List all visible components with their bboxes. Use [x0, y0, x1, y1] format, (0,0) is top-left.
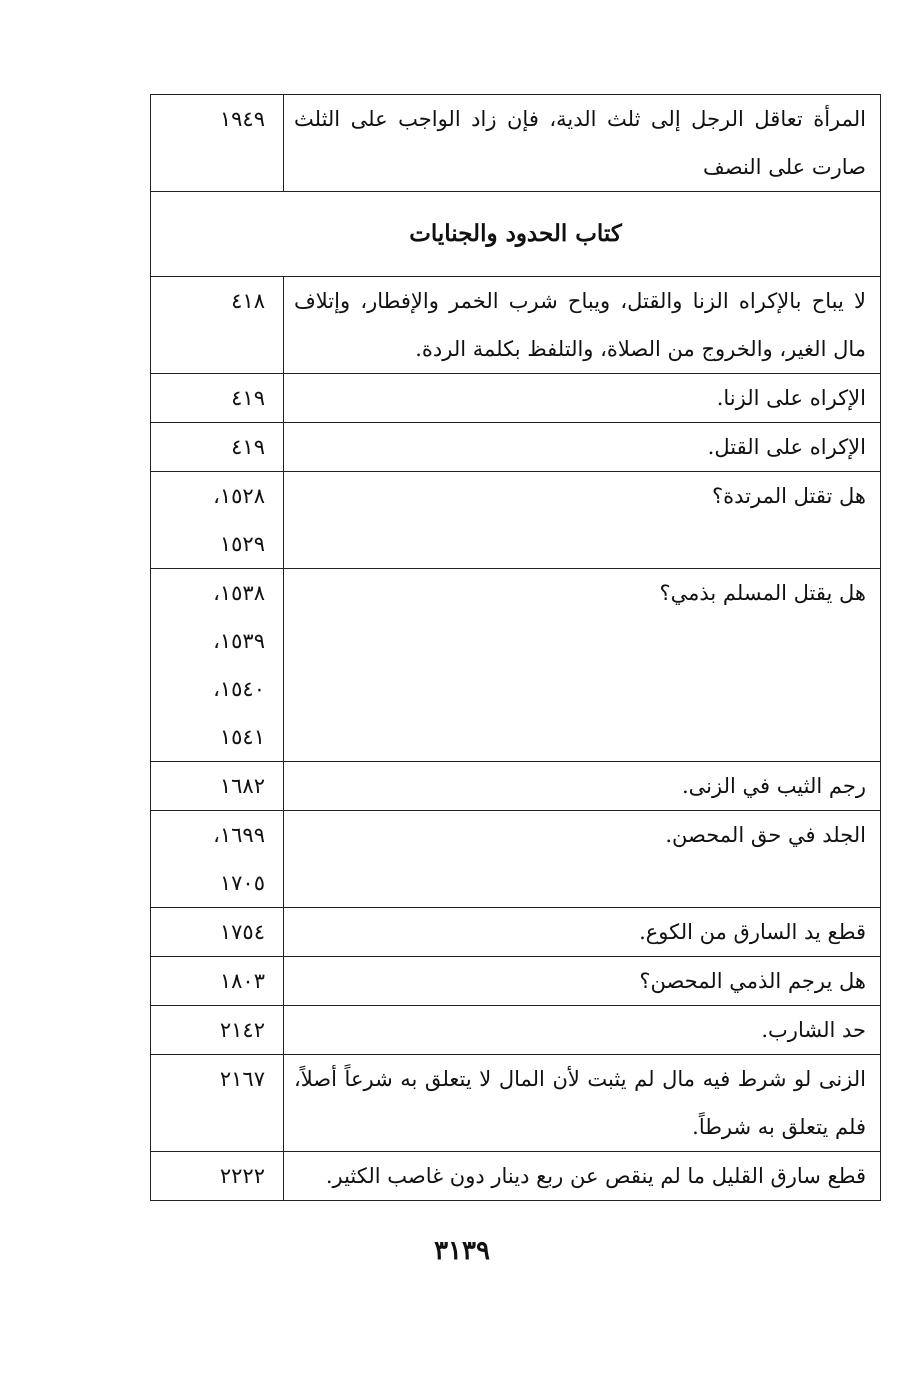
- page-reference: ١٧٥٤: [219, 920, 265, 944]
- page-reference: ٢١٦٧: [219, 1067, 265, 1091]
- pages-cell: [151, 277, 284, 374]
- topic-cell: رجم الثيب في الزنى.: [284, 762, 881, 811]
- page-reference: ١٥٢٩: [219, 532, 265, 556]
- pages-cell: [151, 569, 284, 762]
- pages-cell: [151, 472, 284, 569]
- continued-row: [151, 95, 881, 192]
- pages-cell: [151, 957, 284, 1006]
- page-reference: ١٨٠٣: [219, 969, 265, 993]
- page-number: ٣١٣٩: [434, 1236, 490, 1266]
- pages-cell: [151, 811, 284, 908]
- topic-cell: هل يرجم الذمي المحصن؟: [284, 957, 881, 1006]
- section-title: كتاب الحدود والجنايات: [151, 192, 881, 277]
- topic-cell: هل تقتل المرتدة؟: [284, 472, 881, 569]
- pages-cell: [151, 1152, 284, 1201]
- table-row: [151, 1152, 881, 1201]
- page-reference: ٤١٨: [231, 289, 265, 313]
- topic-cell: قطع سارق القليل ما لم ينقص عن ربع دينار دون غاصب الكثير.: [284, 1152, 881, 1201]
- pages-cell: [151, 374, 284, 423]
- page-reference: ٢١٤٢: [219, 1018, 265, 1042]
- pages-cell: [151, 1055, 284, 1152]
- page-reference: ١٦٨٢: [219, 774, 265, 798]
- topic-cell: المرأة تعاقل الرجل إلى ثلث الدية، فإن زاد الواجب على الثلث صارت على النصف: [284, 95, 881, 192]
- topic-cell: الإكراه على القتل.: [284, 423, 881, 472]
- page-reference: ١٥٣٨،: [213, 581, 265, 605]
- topic-cell: الزنى لو شرط فيه مال لم يثبت لأن المال لا يتعلق به شرعاً أصلاً، فلم يتعلق به شرطاً.: [284, 1055, 881, 1152]
- pages-cell: [151, 1006, 284, 1055]
- page-reference: ٤١٩: [231, 386, 265, 410]
- index-table-body: [151, 95, 881, 1201]
- table-row: [151, 762, 881, 811]
- table-row: [151, 811, 881, 908]
- table-row: [151, 374, 881, 423]
- topic-cell: قطع يد السارق من الكوع.: [284, 908, 881, 957]
- page-reference: ١٥٣٩،: [213, 629, 265, 653]
- table-row: [151, 957, 881, 1006]
- table-row: [151, 569, 881, 762]
- topic-cell: هل يقتل المسلم بذمي؟: [284, 569, 881, 762]
- table-row: [151, 277, 881, 374]
- page-reference: ١٥٢٨،: [213, 484, 265, 508]
- index-table: [150, 94, 881, 1201]
- page-reference: ١٦٩٩،: [213, 823, 265, 847]
- page-reference: ١٥٤٠،: [213, 677, 265, 701]
- page-reference: ٢٢٢٢: [219, 1164, 265, 1188]
- topic-cell: لا يباح بالإكراه الزنا والقتل، ويباح شرب الخمر والإفطار، وإتلاف مال الغير، والخروج من الصلاة، والتلفظ بكلمة الردة.: [284, 277, 881, 374]
- pages-cell: [151, 423, 284, 472]
- topic-cell: الإكراه على الزنا.: [284, 374, 881, 423]
- pages-cell: [151, 95, 284, 192]
- page-reference: ١٩٤٩: [219, 107, 265, 131]
- table-row: [151, 423, 881, 472]
- table-row: [151, 1055, 881, 1152]
- topic-cell: الجلد في حق المحصن.: [284, 811, 881, 908]
- section-header-row: [151, 192, 881, 277]
- page-reference: ٤١٩: [231, 435, 265, 459]
- topic-cell: حد الشارب.: [284, 1006, 881, 1055]
- page-reference: ١٧٠٥: [219, 871, 265, 895]
- table-row: [151, 1006, 881, 1055]
- pages-cell: [151, 908, 284, 957]
- table-row: [151, 908, 881, 957]
- page-reference: ١٥٤١: [219, 725, 265, 749]
- table-row: [151, 472, 881, 569]
- pages-cell: [151, 762, 284, 811]
